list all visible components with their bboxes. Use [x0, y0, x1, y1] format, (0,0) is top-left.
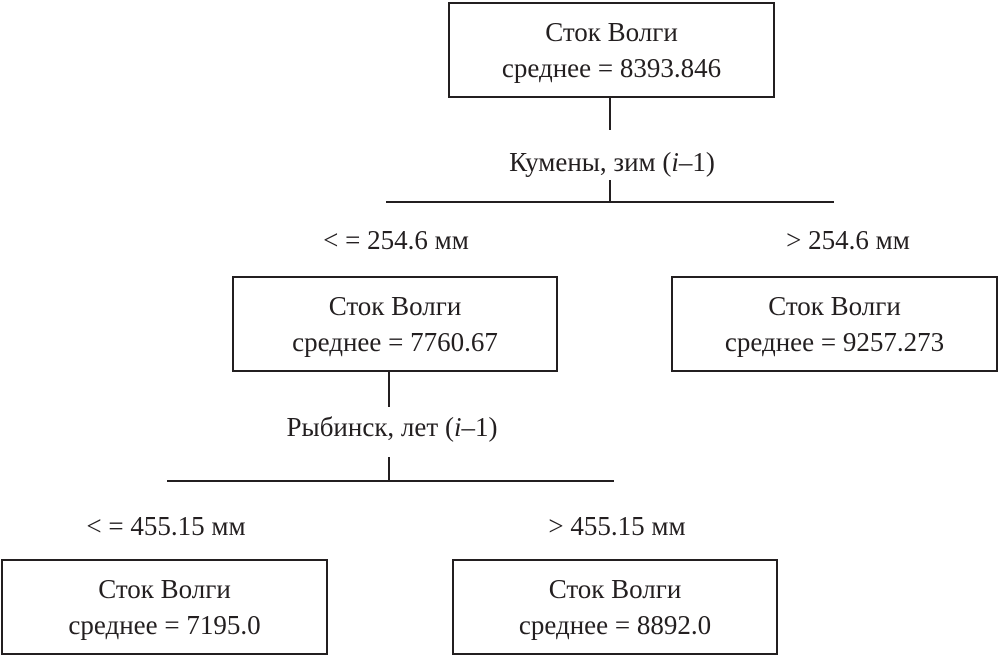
split-1-variable-suffix: –1): [678, 147, 715, 177]
split-2-right-condition: > 455.15 мм: [548, 511, 686, 541]
leaf-right-node: [452, 559, 778, 655]
split-2-left-condition: < = 455.15 мм: [86, 511, 246, 541]
leaf-right-title: Сток Волги: [548, 574, 682, 604]
leaf-left-node: [1, 559, 328, 655]
split-1-right-condition: > 254.6 мм: [786, 225, 910, 255]
split-1-variable-prefix: Кумены, зим (: [509, 147, 672, 177]
right-node: [671, 276, 998, 372]
split-2-variable-prefix: Рыбинск, лет (: [286, 412, 454, 442]
split-2-variable-suffix: –1): [461, 412, 498, 442]
root-node: [448, 2, 775, 98]
split-1-variable-index: i: [671, 147, 679, 177]
left-node-mean: среднее = 7760.67: [292, 327, 498, 357]
split-1-variable-label: [509, 146, 715, 178]
root-node-mean: среднее = 8393.846: [501, 53, 722, 83]
split-1-left-condition: < = 254.6 мм: [323, 225, 469, 255]
right-node-mean: среднее = 9257.273: [724, 327, 945, 357]
split-2-variable-label: [287, 411, 498, 443]
leaf-left-mean: среднее = 7195.0: [68, 610, 261, 640]
root-node-title: Сток Волги: [545, 17, 678, 47]
split-2-variable-index: i: [453, 412, 462, 442]
left-node: [232, 276, 558, 372]
left-node-title: Сток Волги: [328, 291, 462, 321]
leaf-right-mean: среднее = 8892.0: [518, 610, 712, 640]
right-node-title: Сток Волги: [768, 291, 901, 321]
leaf-left-title: Сток Волги: [98, 574, 231, 604]
